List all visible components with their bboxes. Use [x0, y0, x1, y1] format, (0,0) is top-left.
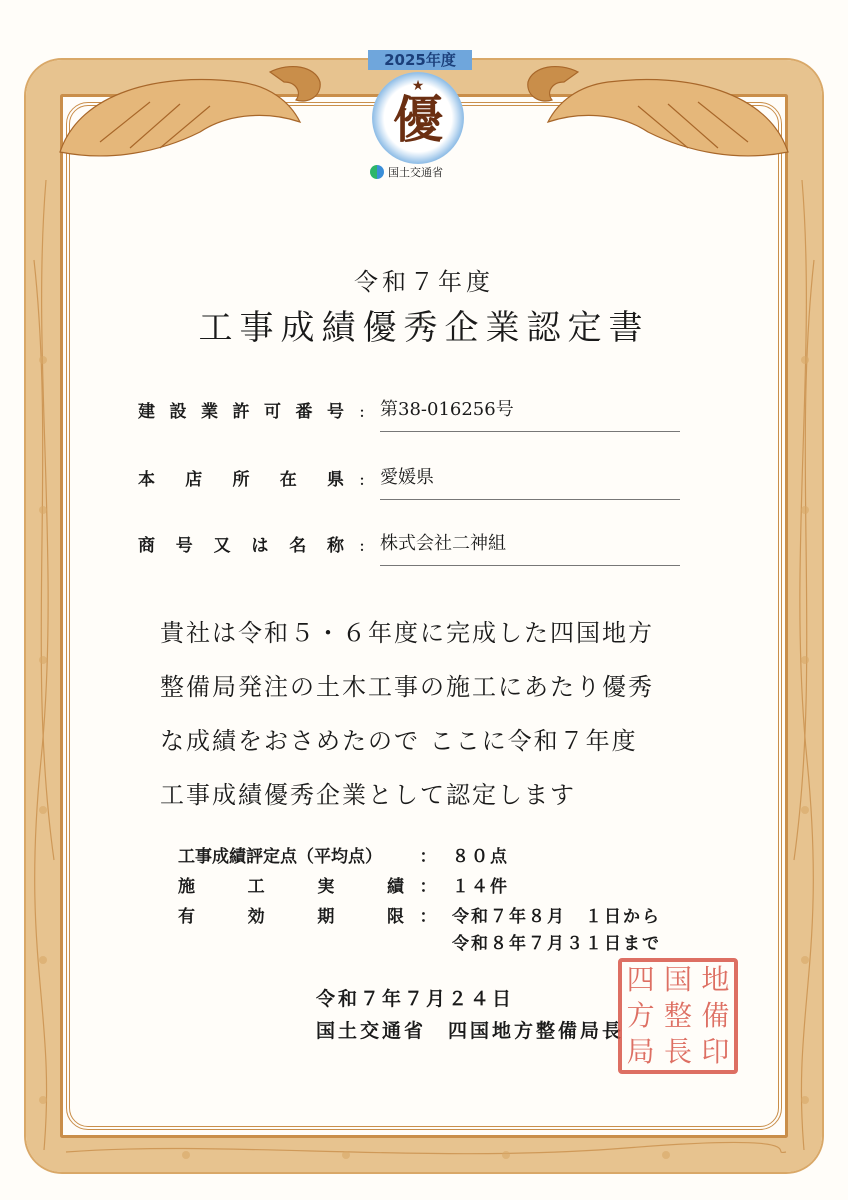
field-colon: : [359, 402, 365, 422]
issue-date: 令和７年７月２４日 [316, 988, 515, 1010]
award-badge [364, 46, 476, 182]
stat-value-to: 令和８年７月３１日まで [452, 934, 661, 954]
stat-label: 工事成績評定点（平均点） [178, 847, 382, 867]
field-license-number [138, 392, 680, 432]
field-colon: : [359, 536, 365, 556]
stat-colon: ： [419, 877, 437, 897]
official-seal: 四 国 地 方 整 備 局 長 印 [618, 958, 738, 1074]
field-label: 建 設 業 許 可 番 号 [138, 402, 348, 422]
field-company-name [138, 526, 680, 566]
field-value: 第38-016256号 [380, 395, 680, 432]
body-line: 工事成績優秀企業として認定します [160, 781, 576, 809]
stat-colon: ： [419, 847, 437, 867]
stat-value: ８０点 [452, 847, 509, 867]
stat-value: １４件 [452, 877, 509, 897]
body-line: 整備局発注の土木工事の施工にあたり優秀 [160, 673, 654, 701]
field-value: 株式会社二神組 [380, 529, 680, 566]
certificate-body [160, 606, 720, 822]
ministry-logo-icon [370, 165, 384, 179]
body-line: 貴社は令和５・６年度に完成した四国地方 [160, 619, 654, 647]
field-label: 本 店 所 在 県 [138, 470, 348, 490]
phoenix-right-icon [508, 52, 808, 172]
stat-record [178, 872, 698, 902]
field-head-office-prefecture [138, 460, 680, 500]
stat-label: 施 工 実 績 [178, 877, 404, 897]
badge-ministry [370, 164, 474, 180]
stat-label: 有 効 期 限 [178, 907, 404, 927]
badge-circle [372, 72, 464, 164]
stat-colon: ： [419, 907, 437, 927]
field-value: 愛媛県 [380, 463, 680, 500]
performance-stats [178, 842, 698, 960]
title-subtitle: 令和７年度 [354, 268, 494, 296]
field-colon: : [359, 470, 365, 490]
body-line: な成績をおさめたので ここに令和７年度 [160, 727, 638, 755]
issuer: 国土交通省 四国地方整備局長 [316, 1020, 625, 1042]
badge-character: 優 [393, 90, 443, 149]
stat-validity [178, 902, 698, 932]
title-main: 工事成績優秀企業認定書 [198, 308, 650, 348]
field-label: 商 号 又 は 名 称 [138, 536, 348, 556]
phoenix-left-icon [40, 52, 340, 172]
stat-score [178, 842, 698, 872]
badge-ministry-label: 国土交通省 [388, 166, 443, 179]
stat-value-from: 令和７年８月 １日から [452, 907, 661, 927]
star-icon: ★ [411, 78, 425, 94]
badge-year: 2025年度 [368, 50, 472, 70]
